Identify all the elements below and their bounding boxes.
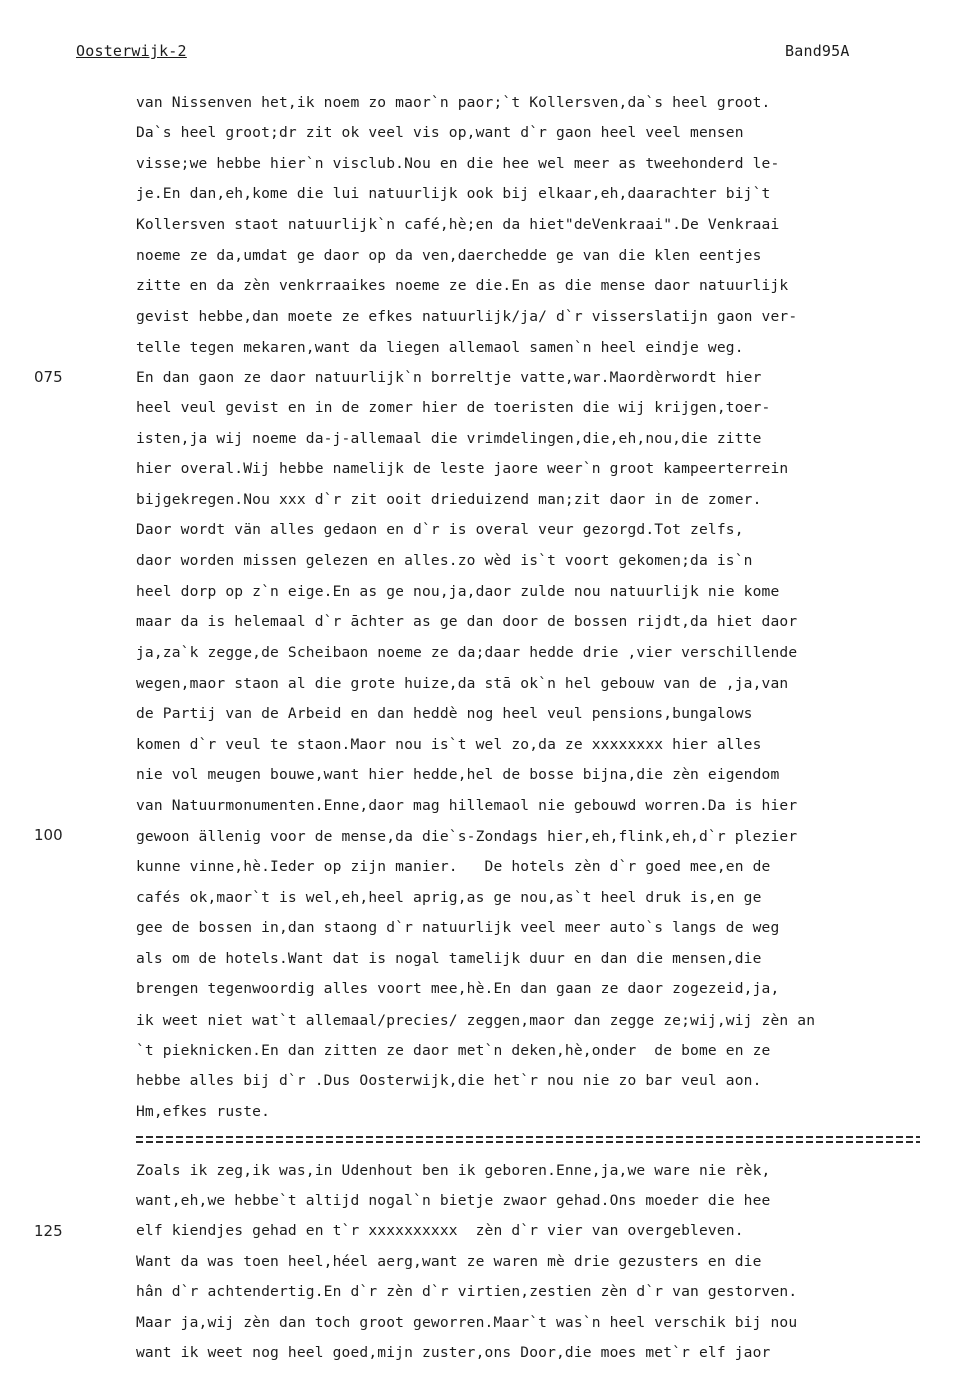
text-line-24: van Natuurmonumenten.Enne,daor mag hillemaol nie gebouwd worren.Da is hier — [136, 797, 798, 814]
text-line-33: hebbe alles bij d`r .Dus Oosterwijk,die het`r nou nie zo bar veul aon. — [136, 1072, 762, 1089]
line-counter-100: 100 — [34, 826, 63, 844]
text-line-4: je.En dan,eh,kome die lui natuurlijk ook bij elkaar,eh,daarachter bij`t — [136, 185, 771, 202]
text-line-37: elf kiendjes gehad en t`r xxxxxxxxxx zèn d`r vier van overgebleven. — [136, 1222, 744, 1239]
text-line-1: van Nissenven het,ik noem zo maor`n paor;`t Kollersven,da`s heel groot. — [136, 94, 771, 111]
separator-rule-bottom — [136, 1141, 920, 1143]
text-line-16: daor worden missen gelezen en alles.zo wèd is`t voort gekomen;da is`n — [136, 552, 753, 569]
text-line-12: isten,ja wij noeme da-j-allemaal die vrimdelingen,die,eh,nou,die zitte — [136, 430, 762, 447]
text-line-36: want,eh,we hebbe`t altijd nogal`n bietje zwaor gehad.Ons moeder die hee — [136, 1192, 771, 1209]
line-counter-075: 075 — [34, 368, 63, 386]
text-line-18: maar da is helemaal d`r āchter as ge dan door de bossen rijdt,da hiet daor — [136, 613, 798, 630]
text-line-40: Maar ja,wij zèn dan toch groot geworren.Maar`t was`n heel verschik bij nou — [136, 1314, 798, 1331]
text-line-30: brengen tegenwoordig alles voort mee,hè.En dan gaan ze daor zogezeid,ja, — [136, 980, 780, 997]
text-line-7: zitte en da zèn venkrraaikes noeme ze die.En as die mense daor natuurlijk — [136, 277, 789, 294]
text-line-10: En dan gaon ze daor natuurlijk`n borreltje vatte,war.Maordèrwordt hier — [136, 369, 762, 386]
text-line-39: hân d`r achtendertig.En d`r zèn d`r virtien,zestien zèn d`r van gestorven. — [136, 1283, 798, 1300]
text-line-11: heel veul gevist en in de zomer hier de toeristen die wij krijgen,toer- — [136, 399, 771, 416]
text-line-13: hier overal.Wij hebbe namelijk de leste jaore weer`n groot kampeerterrein — [136, 460, 789, 477]
line-counter-125: 125 — [34, 1222, 63, 1240]
text-line-26: kunne vinne,hè.Ieder op zijn manier. De hotels zèn d`r goed mee,en de — [136, 858, 771, 875]
text-line-25: gewoon ällenig voor de mense,da die`s-Zondags hier,eh,flink,eh,d`r plezier — [136, 828, 798, 845]
text-line-41: want ik weet nog heel goed,mijn zuster,ons Door,die moes met`r elf jaor — [136, 1344, 771, 1361]
text-line-23: nie vol meugen bouwe,want hier hedde,hel de bosse bijna,die zèn eigendom — [136, 766, 780, 783]
text-line-38: Want da was toen heel,héel aerg,want ze waren mè drie gezusters en die — [136, 1253, 762, 1270]
text-line-9: telle tegen mekaren,want da liegen allemaol samen`n heel eindje weg. — [136, 339, 744, 356]
text-line-8: gevist hebbe,dan moete ze efkes natuurlijk/ja/ d`r visserslatijn gaon ver- — [136, 308, 798, 325]
document-title: Oosterwijk-2 — [76, 42, 187, 60]
text-line-20: wegen,maor staon al die grote huize,da stā ok`n hel gebouw van de ,ja,van — [136, 675, 789, 692]
text-line-34: Hm,efkes ruste. — [136, 1103, 271, 1120]
text-line-5: Kollersven staot natuurlijk`n café,hè;en da hiet"deVenkraai".De Venkraai — [136, 216, 780, 233]
text-line-6: noeme ze da,umdat ge daor op da ven,daerchedde ge van die klen eentjes — [136, 247, 762, 264]
tape-band-label: Band95A — [785, 42, 850, 60]
text-line-29: als om de hotels.Want dat is nogal tamelijk duur en dan die mensen,die — [136, 950, 762, 967]
separator-rule-top — [136, 1136, 920, 1138]
text-line-15: Daor wordt vän alles gedaon en d`r is overal veur gezorgd.Tot zelfs, — [136, 521, 744, 538]
text-line-32: `t pieknicken.En dan zitten ze daor met`n deken,hè,onder de bome en ze — [136, 1042, 771, 1059]
text-line-22: komen d`r veul te staon.Maor nou is`t wel zo,da ze xxxxxxxx hier alles — [136, 736, 762, 753]
text-line-28: gee de bossen in,dan staong d`r natuurlijk veel meer auto`s langs de weg — [136, 919, 780, 936]
text-line-14: bijgekregen.Nou xxx d`r zit ooit drieduizend man;zit daor in de zomer. — [136, 491, 762, 508]
text-line-21: de Partij van de Arbeid en dan heddè nog heel veul pensions,bungalows — [136, 705, 753, 722]
text-line-27: cafés ok,maor`t is wel,eh,heel aprig,as ge nou,as`t heel druk is,en ge — [136, 889, 762, 906]
text-line-19: ja,za`k zegge,de Scheibaon noeme ze da;daar hedde drie ,vier verschillende — [136, 644, 798, 661]
section-separator — [136, 1135, 920, 1145]
text-line-31: ik weet niet wat`t allemaal/precies/ zeggen,maor dan zegge ze;wij,wij zèn an — [136, 1012, 816, 1029]
text-line-2: Da`s heel groot;dr zit ok veel vis op,want d`r gaon heel veel mensen — [136, 124, 744, 141]
text-line-17: heel dorp op z`n eige.En as ge nou,ja,daor zulde nou natuurlijk nie kome — [136, 583, 780, 600]
text-line-3: visse;we hebbe hier`n visclub.Nou en die hee wel meer as tweehonderd le- — [136, 155, 780, 172]
text-line-35: Zoals ik zeg,ik was,in Udenhout ben ik geboren.Enne,ja,we ware nie rèk, — [136, 1162, 771, 1179]
